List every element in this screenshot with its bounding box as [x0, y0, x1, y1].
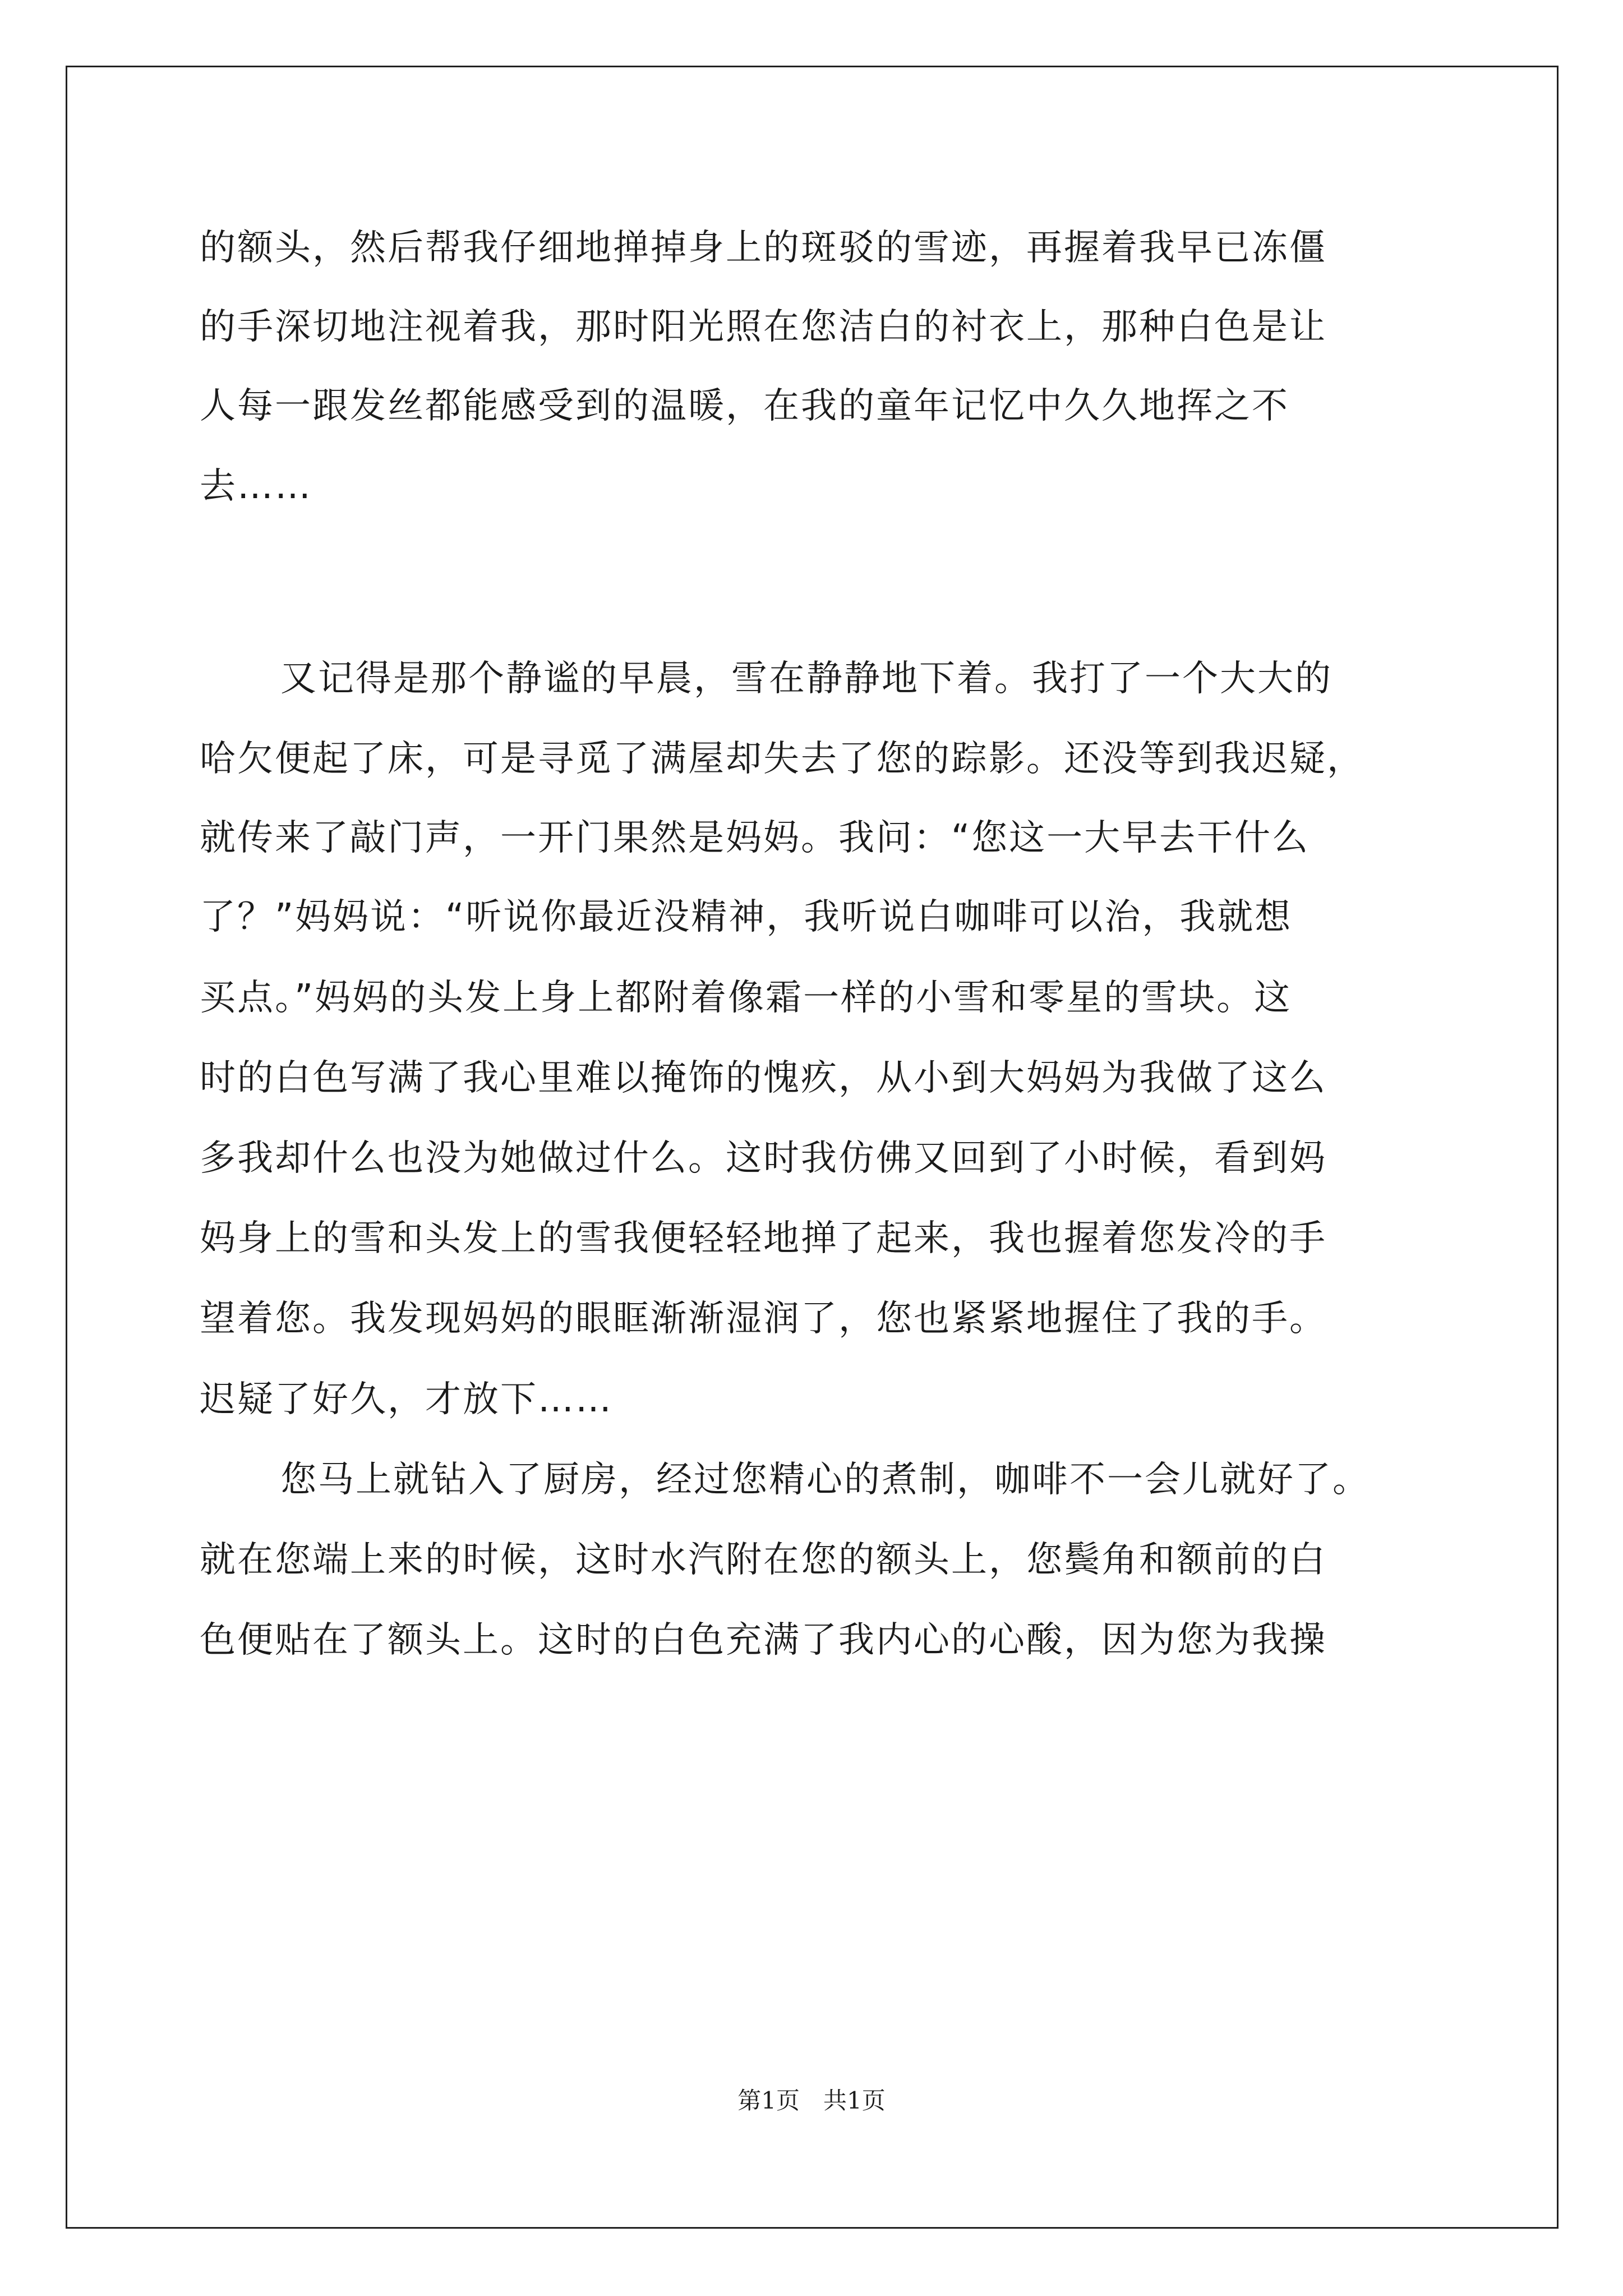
body-line-1: 的额头，然后帮我仔细地掸掉身上的斑驳的雪迹，再握着我早已冻僵 [200, 227, 1327, 269]
body-line-2: 的手深切地注视着我，那时阳光照在您洁白的衬衣上，那种白色是让 [200, 306, 1327, 348]
body-line-12: 妈身上的雪和头发上的雪我便轻轻地掸了起来，我也握着您发冷的手 [200, 1218, 1327, 1259]
body-line-16: 就在您端上来的时候，这时水汽附在您的额头上，您鬓角和额前的白 [200, 1539, 1327, 1581]
body-line-3: 人每一跟发丝都能感受到的温暖，在我的童年记忆中久久地挥之不 [200, 385, 1289, 427]
body-line-11: 多我却什么也没为她做过什么。这时我仿佛又回到了小时候，看到妈 [200, 1138, 1327, 1179]
paragraph-2-line-1: 又记得是那个静谧的早晨，雪在静静地下着。我打了一个大大的 [280, 658, 1332, 700]
body-line-13: 望着您。我发现妈妈的眼眶渐渐湿润了，您也紧紧地握住了我的手。 [200, 1298, 1327, 1340]
body-line-17: 色便贴在了额头上。这时的白色充满了我内心的心酸，因为您为我操 [200, 1619, 1327, 1661]
body-line-6: 哈欠便起了床，可是寻觅了满屋却失去了您的踪影。还没等到我迟疑， [200, 738, 1364, 780]
page-number-footer: 第1页 共1页 [737, 2087, 886, 2114]
paragraph-3-line-1: 您马上就钻入了厨房，经过您精心的煮制，咖啡不一会儿就好了。 [280, 1459, 1370, 1501]
body-line-8: 了？”妈妈说：“听说你最近没精神，我听说白咖啡可以治，我就想 [200, 896, 1293, 938]
body-line-9: 买点。”妈妈的头发上身上都附着像霜一样的小雪和零星的雪块。这 [200, 977, 1292, 1019]
body-line-4: 去…… [200, 466, 312, 507]
body-line-7: 就传来了敲门声，一开门果然是妈妈。我问：“您这一大早去干什么 [200, 817, 1310, 859]
body-line-10: 时的白色写满了我心里难以掩饰的愧疚，从小到大妈妈为我做了这么 [200, 1057, 1327, 1099]
body-line-14: 迟疑了好久，才放下…… [200, 1379, 613, 1420]
